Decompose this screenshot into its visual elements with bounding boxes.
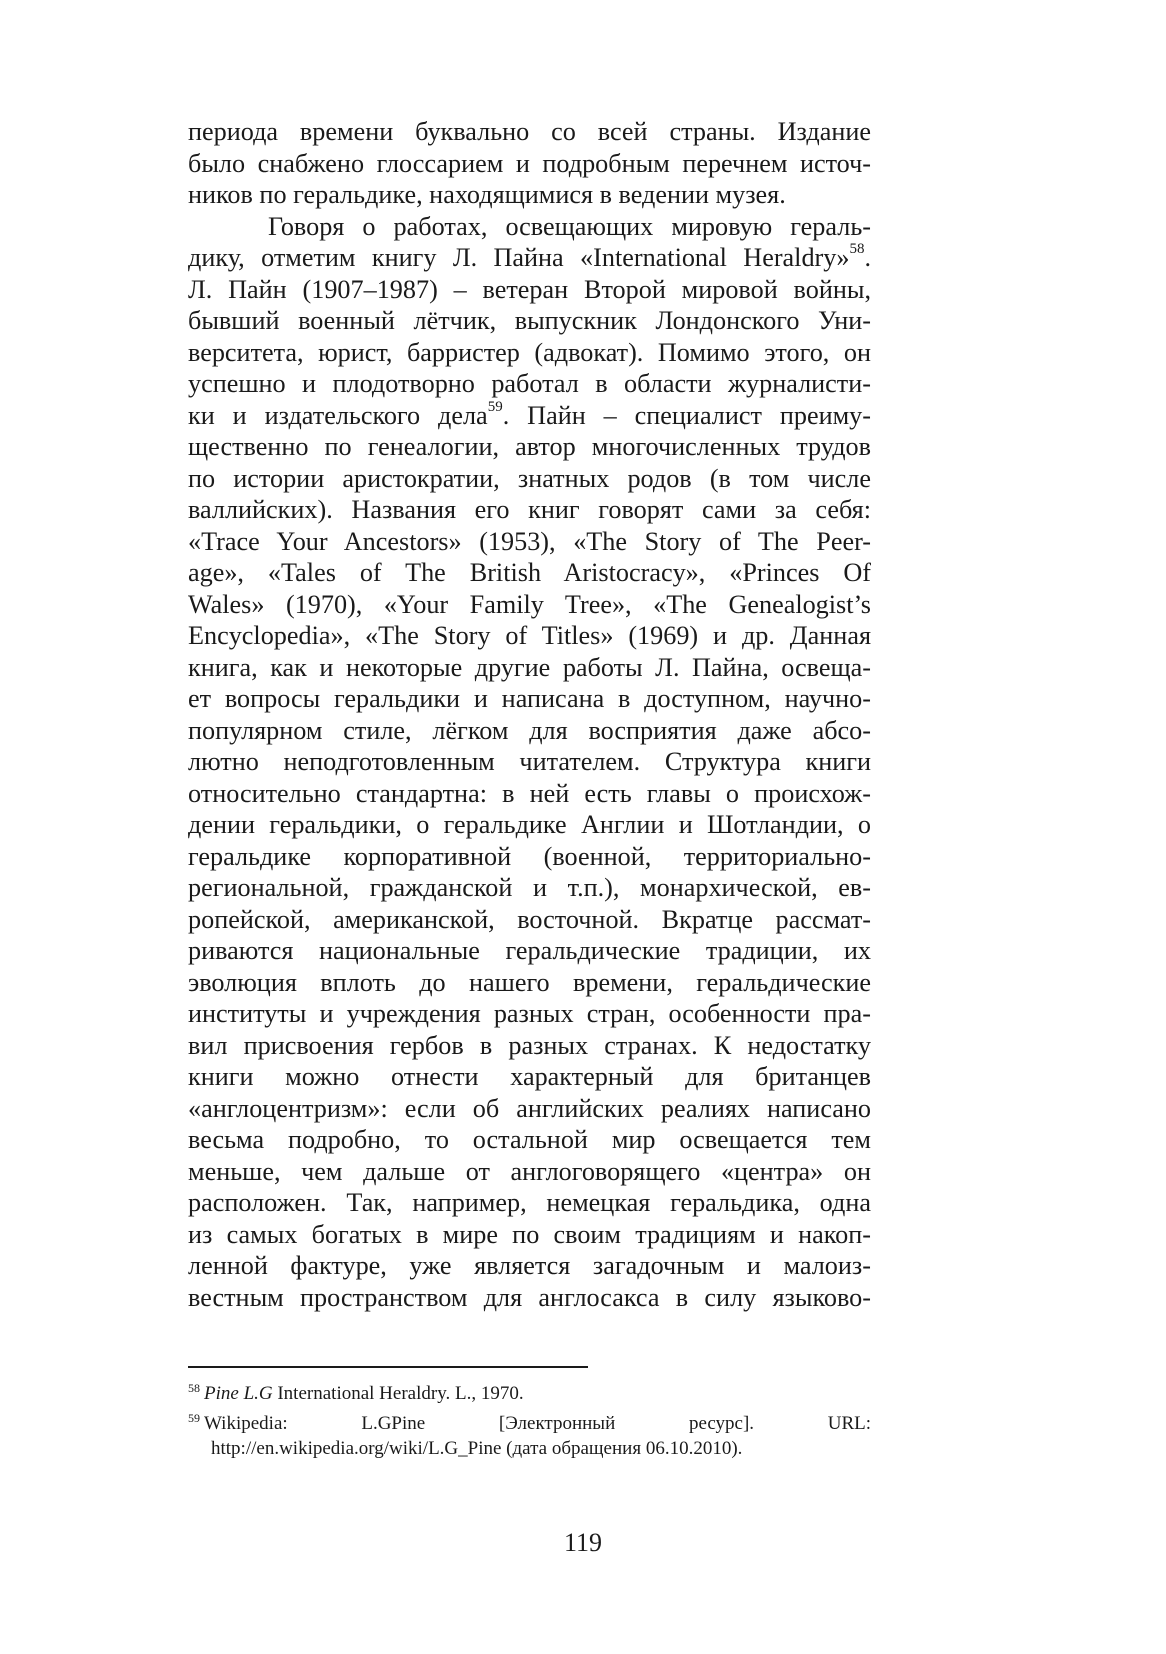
- text-line: меньше, чем дальше от англоговорящего «центра» он: [188, 1156, 871, 1186]
- text-line: валлийских). Названия его книг говорят сами за себя:: [188, 495, 871, 524]
- text-line: из самых богатых в мире по своим традициям и накоп-: [188, 1219, 871, 1249]
- text-line: щественно по генеалогии, автор многочисленных трудов: [188, 432, 871, 461]
- text-line: относительно стандартна: в ней есть главы о происхож-: [188, 778, 871, 808]
- text-line: было снабжено глоссарием и подробным перечнем источ-: [188, 148, 871, 178]
- footnote-58: [188, 1376, 871, 1406]
- text-line: весьма подробно, то остальной мир освещается тем: [188, 1125, 871, 1154]
- text-line: по истории аристократии, знатных родов (в том числе: [188, 463, 871, 493]
- text-line: бывший военный лётчик, выпускник Лондонского Уни-: [188, 306, 871, 335]
- text-line: институты и учреждения разных стран, особенности пра-: [188, 999, 871, 1028]
- text-line: ки и издательского дела$^{59}$. Пайн – специалист преиму-: [188, 398, 871, 430]
- text-line: вестным пространством для англосакса в силу языково-: [188, 1282, 871, 1312]
- text-line: книги можно отнести характерный для британцев: [188, 1062, 871, 1091]
- text-line: вил присвоения гербов в разных странах. К недостатку: [188, 1030, 871, 1060]
- text-line: книга, как и некоторые другие работы Л. Пайна, освеща-: [188, 652, 871, 682]
- text-line: верситета, юрист, барристер (адвокат). Помимо этого, он: [188, 337, 871, 367]
- page-number: 119: [563, 1528, 603, 1557]
- text-line: дении геральдики, о геральдике Англии и Шотландии, о: [188, 810, 871, 839]
- text-line: ропейской, американской, восточной. Вкратце рассмат-: [188, 904, 871, 934]
- footnote-mark: 59: [188, 1411, 200, 1425]
- body-text: [188, 116, 871, 1313]
- text-line: ников по геральдике, находящимися в ведении музея.: [188, 180, 786, 209]
- footnote-divider: [188, 1366, 588, 1368]
- text-line: успешно и плодотворно работал в области журналисти-: [188, 369, 871, 398]
- text-line: Encyclopedia», «The Story of Titles» (1969) и др. Данная: [188, 621, 871, 650]
- text-line: ленной фактуре, уже является загадочным и малоиз-: [188, 1251, 871, 1280]
- text-line: «англоцентризм»: если об английских реалиях написано: [188, 1093, 871, 1123]
- text-line: Л. Пайн (1907–1987) – ветеран Второй мировой войны,: [188, 274, 871, 304]
- text-line: лютно неподготовленным читателем. Структура книги: [188, 747, 871, 776]
- footnote-ref-58: 58: [849, 241, 865, 258]
- footnotes: [188, 1376, 871, 1461]
- footnote-author: Pine L.G: [204, 1383, 273, 1404]
- text-line: популярном стиле, лёгком для восприятия даже абсо-: [188, 715, 871, 745]
- text-line: риваются национальные геральдические традиции, их: [188, 936, 871, 965]
- text-line: Говоря о работах, освещающих мировую гераль-: [268, 211, 871, 241]
- text-line: эволюция вплоть до нашего времени, геральдические: [188, 967, 871, 997]
- footnote-59-url: http://en.wikipedia.org/wiki/L.G_Pine (дата обращения 06.10.2010).: [211, 1438, 743, 1459]
- footnote-text: International Heraldry. L., 1970.: [272, 1383, 524, 1404]
- text-line: региональной, гражданской и т.п.), монархической, ев-: [188, 873, 871, 902]
- footnote-ref-59: 59: [487, 398, 503, 415]
- footnote-59: $^{59}$ Wikipedia: L.GPine [Электронный ресурс]. URL:: [188, 1411, 872, 1434]
- text-line: age», «Tales of The British Aristocracy», «Princes Of: [188, 558, 871, 587]
- text-line: геральдике корпоративной (военной, территориально-: [188, 841, 871, 871]
- footnote-mark: 58: [188, 1381, 200, 1395]
- text-line: дику, отметим книгу Л. Пайна «International Heraldry»$^{58}$.: [188, 241, 871, 272]
- text-line: «Trace Your Ancestors» (1953), «The Story of The Peer-: [188, 526, 871, 556]
- text-line: Wales» (1970), «Your Family Tree», «The Genealogist’s: [188, 589, 871, 619]
- text-line: периода времени буквально со всей страны. Издание: [188, 117, 871, 146]
- text-line: ет вопросы геральдики и написана в доступном, научно-: [188, 684, 871, 713]
- text-line: расположен. Так, например, немецкая геральдика, одна: [188, 1188, 871, 1217]
